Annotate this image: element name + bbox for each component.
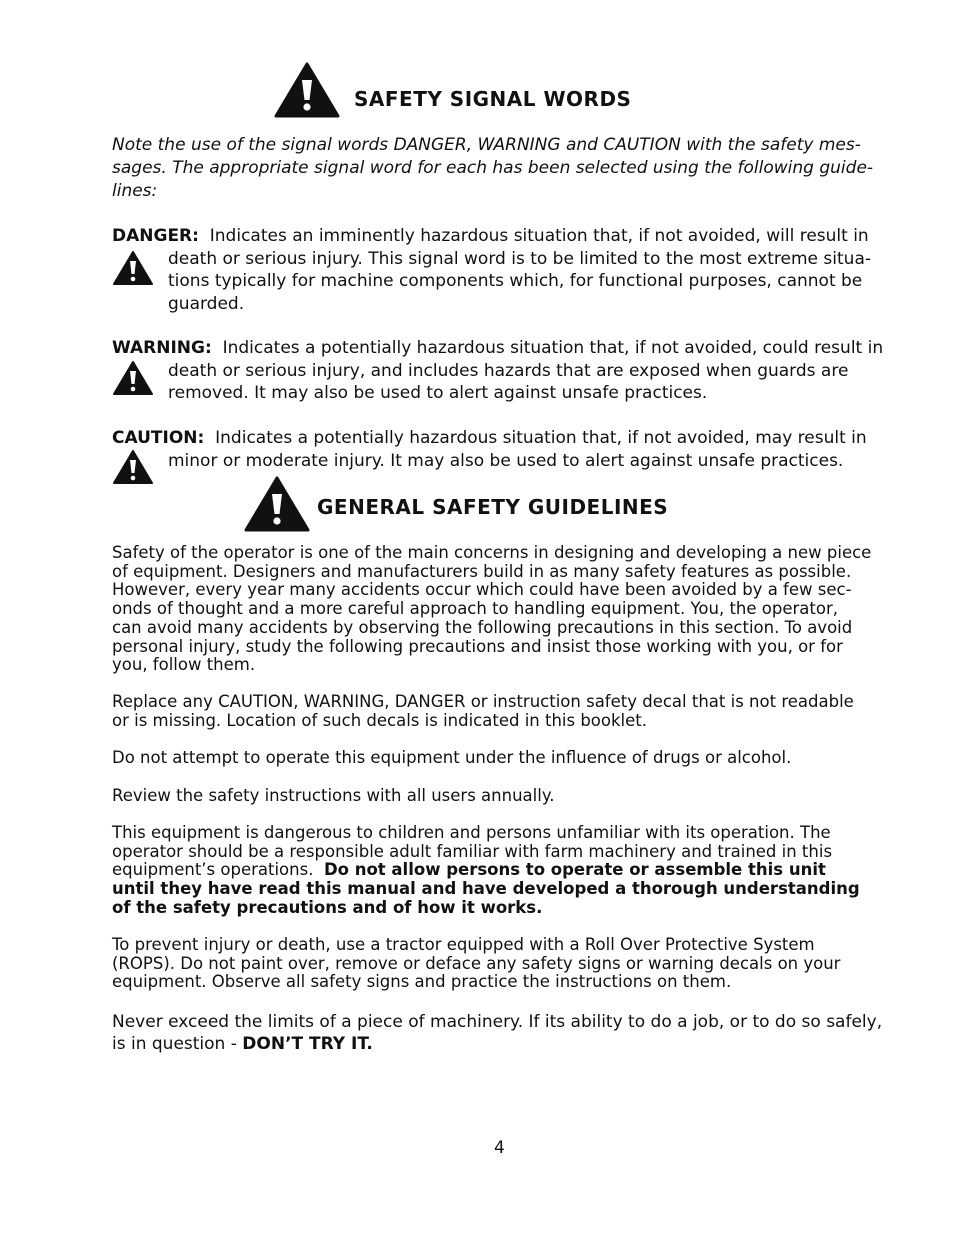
paragraph xyxy=(112,936,877,992)
paragraph-line: operator should be a responsible adult familiar with farm machinery and trained in this xyxy=(112,841,833,861)
caution-text: Indicates a potentially hazardous situation that, if not avoided, may result in xyxy=(215,428,867,448)
danger-text: tions typically for machine components which, for functional purposes, cannot be xyxy=(168,271,863,291)
paragraph-line: you, follow them. xyxy=(112,655,256,675)
paragraph-line: Never exceed the limits of a piece of machinery. If its ability to do a job, or to do so safely, xyxy=(112,1012,883,1032)
section-title: GENERAL SAFETY GUIDELINES xyxy=(317,495,669,519)
paragraph-line: (ROPS). Do not paint over, remove or deface any safety signs or warning decals on your xyxy=(112,953,841,973)
intro-line: Note the use of the signal words DANGER, WARNING and CAUTION with the safety mes- xyxy=(112,135,861,155)
warning-triangle-icon xyxy=(112,250,154,286)
bold-warning-text: DON’T TRY IT. xyxy=(242,1034,373,1054)
paragraph-line: equipment. Observe all safety signs and practice the instructions on them. xyxy=(112,972,732,992)
paragraph-text: equipment’s operations. xyxy=(112,860,324,880)
paragraph-line: can avoid many accidents by observing the following precautions in this section. To avoid xyxy=(112,617,853,637)
caution-definition xyxy=(112,427,867,450)
warning-triangle-icon xyxy=(112,360,154,396)
page-number: 4 xyxy=(494,1138,505,1158)
paragraph-line: personal injury, study the following precautions and insist those working with you, or for xyxy=(112,636,843,656)
danger-text: death or serious injury. This signal word is to be limited to the most extreme situa- xyxy=(168,249,871,269)
paragraph-line: of equipment. Designers and manufacturers build in as many safety features as possible. xyxy=(112,561,852,581)
bold-warning-text: Do not allow persons to operate or assemble this unit xyxy=(323,860,826,880)
bold-warning-text: until they have read this manual and have developed a thorough understanding xyxy=(112,879,860,899)
paragraph-line xyxy=(112,899,892,918)
paragraph-line xyxy=(112,861,892,880)
warning-definition xyxy=(112,337,883,360)
paragraph-line: Replace any CAUTION, WARNING, DANGER or instruction safety decal that is not readable xyxy=(112,692,854,711)
paragraph xyxy=(112,693,877,730)
caution-label: CAUTION: xyxy=(112,428,205,448)
paragraph-line xyxy=(112,880,892,899)
caution-text: minor or moderate injury. It may also be used to alert against unsafe practices. xyxy=(168,451,844,471)
bold-warning-text: of the safety precautions and of how it works. xyxy=(112,897,543,917)
danger-label: DANGER: xyxy=(112,226,199,246)
warning-triangle-icon xyxy=(274,62,340,118)
paragraph-line xyxy=(112,1033,373,1056)
paragraph xyxy=(112,544,877,675)
warning-text: removed. It may also be used to alert against unsafe practices. xyxy=(168,383,708,403)
warning-triangle-icon xyxy=(244,476,310,532)
danger-text: guarded. xyxy=(168,294,245,314)
paragraph: Do not attempt to operate this equipment under the influence of drugs or alcohol. xyxy=(112,748,792,767)
paragraph-line: Safety of the operator is one of the main concerns in designing and developing a new piece xyxy=(112,543,872,562)
warning-label: WARNING: xyxy=(112,338,212,358)
paragraph-line: onds of thought and a more careful approach to handling equipment. You, the operator, xyxy=(112,599,838,619)
page-title: SAFETY SIGNAL WORDS xyxy=(354,87,632,111)
intro-line: sages. The appropriate signal word for each has been selected using the following guide- xyxy=(112,158,874,178)
paragraph-line: or is missing. Location of such decals is indicated in this booklet. xyxy=(112,710,648,730)
paragraph-line: This equipment is dangerous to children and persons unfamiliar with its operation. The xyxy=(112,823,831,842)
paragraph-text: is in question - xyxy=(112,1034,243,1054)
danger-text: Indicates an imminently hazardous situation that, if not avoided, will result in xyxy=(209,226,869,246)
intro-line: lines: xyxy=(112,181,158,201)
paragraph xyxy=(112,824,892,918)
warning-text: death or serious injury, and includes hazards that are exposed when guards are xyxy=(168,361,849,381)
paragraph-line: However, every year many accidents occur which could have been avoided by a few sec- xyxy=(112,580,852,600)
paragraph: Review the safety instructions with all users annually. xyxy=(112,786,555,805)
danger-definition xyxy=(112,225,869,248)
warning-text: Indicates a potentially hazardous situation that, if not avoided, could result in xyxy=(222,338,884,358)
warning-triangle-icon xyxy=(112,449,154,485)
paragraph-line: To prevent injury or death, use a tractor equipped with a Roll Over Protective System xyxy=(112,935,815,954)
